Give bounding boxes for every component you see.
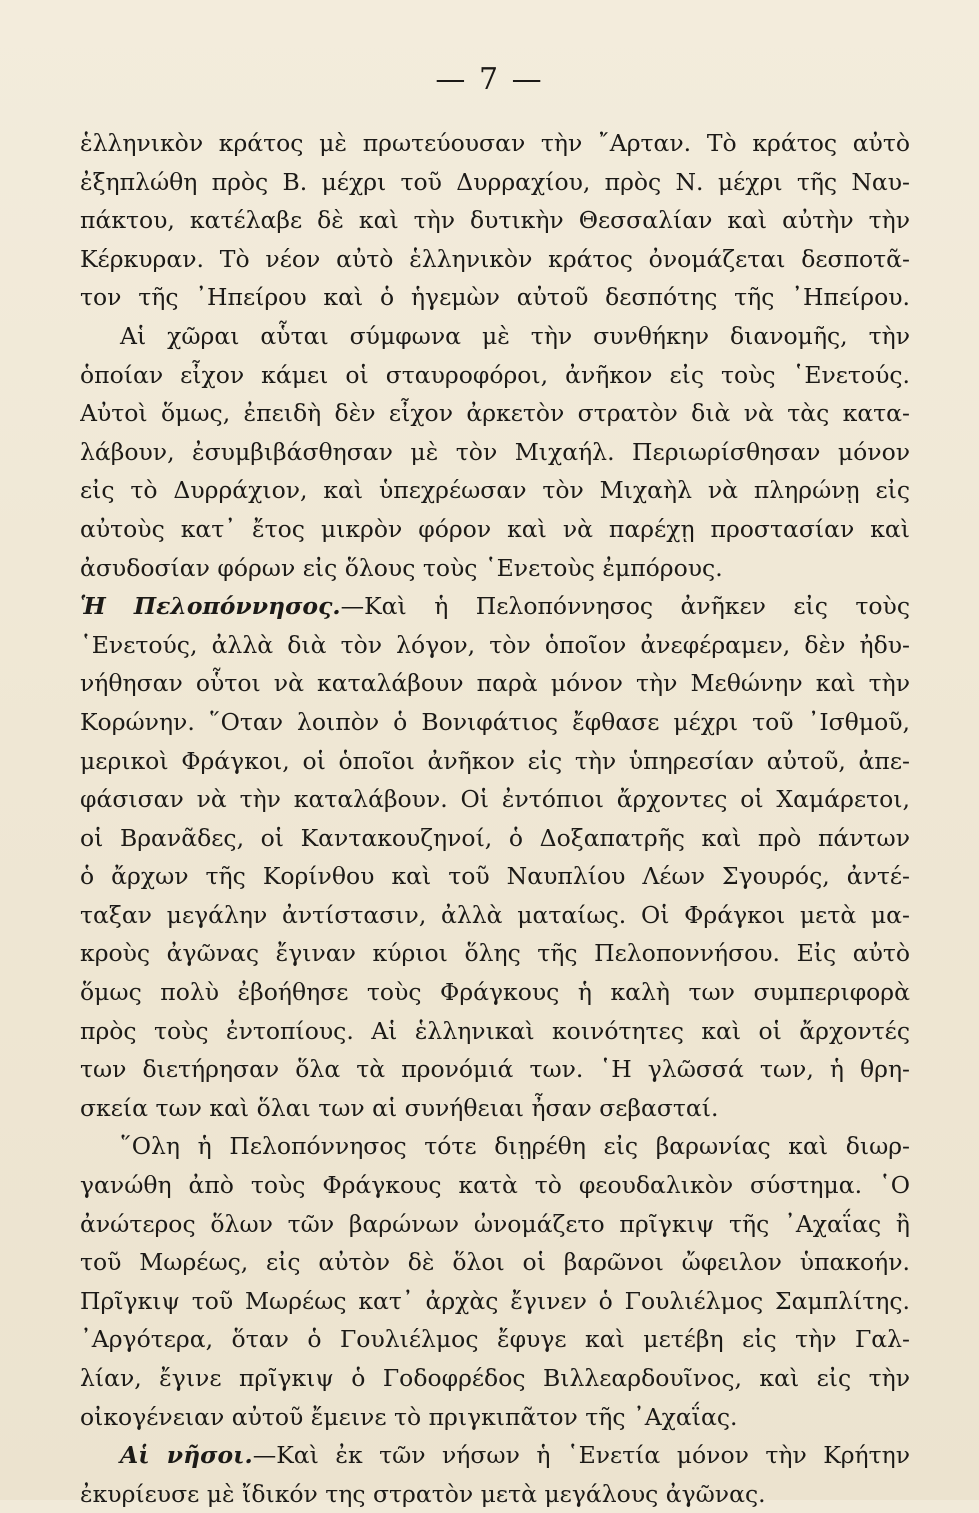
text-line: Αὐτοὶ ὅμως, ἐπειδὴ δὲν εἶχον ἀρκετὸν στρατὸν διὰ νὰ τὰς κατα- — [80, 399, 910, 428]
text-line: ἀσυδοσίαν φόρων εἰς ὅλους τοὺς ῾Ενετοὺς ἐμπόρους. — [80, 553, 723, 582]
text-line-with-heading — [80, 587, 910, 626]
text-line: Πρῖγκιψ τοῦ Μωρέως κατ᾿ ἀρχὰς ἔγινεν ὁ Γουλιέλμος Σαμπλίτης. — [80, 1286, 910, 1315]
text-line: ἑλληνικὸν κράτος μὲ πρωτεύουσαν τὴν ῎Αρταν. Τὸ κράτος αὐτὸ — [80, 129, 910, 157]
body-text — [80, 124, 910, 1513]
section-heading-islands: Αἱ νῆσοι. — [120, 1441, 253, 1470]
text-line: γανώθη ἀπὸ τοὺς Φράγκους κατὰ τὸ φεουδαλικὸν σύστημα. ῾Ο — [80, 1171, 910, 1200]
text-line: ὅμως πολὺ ἐβοήθησε τοὺς Φράγκους ἡ καλὴ των συμπεριφορὰ — [80, 978, 910, 1007]
text-line: νήθησαν οὗτοι νὰ καταλάβουν παρὰ μόνον τὴν Μεθώνην καὶ τὴν — [80, 669, 910, 698]
text-line: ᾿Αργότερα, ὅταν ὁ Γουλιέλμος ἔφυγε καὶ μετέβη εἰς τὴν Γαλ- — [80, 1325, 910, 1354]
text-fragment: —Καὶ ἐκ τῶν νήσων ἡ ῾Ενετία μόνον τὴν Κρήτην — [252, 1441, 910, 1470]
text-line: Κορώνην. ῞Οταν λοιπὸν ὁ Βονιφάτιος ἔφθασε μέχρι τοῦ ᾿Ισθμοῦ, — [80, 707, 910, 736]
text-line: εἰς τὸ Δυρράχιον, καὶ ὑπεχρέωσαν τὸν Μιχαὴλ νὰ πληρώνῃ εἰς — [80, 476, 910, 505]
text-line: αὐτοὺς κατ᾿ ἔτος μικρὸν φόρον καὶ νὰ παρέχῃ προστασίαν καὶ — [80, 514, 910, 543]
text-line: μερικοὶ Φράγκοι, οἱ ὁποῖοι ἀνῆκον εἰς τὴν ὑπηρεσίαν αὐτοῦ, ἀπε- — [80, 746, 910, 775]
text-line: οἰκογένειαν αὐτοῦ ἔμεινε τὸ πριγκιπᾶτον τῆς ᾿Αχαΐας. — [80, 1402, 738, 1431]
text-line: των διετήρησαν ὅλα τὰ προνόμιά των. ῾Η γλῶσσά των, ἡ θρη- — [80, 1055, 910, 1084]
text-line: τοῦ Μωρέως, εἰς αὐτὸν δὲ ὅλοι οἱ βαρῶνοι ὤφειλον ὑπακοήν. — [80, 1248, 910, 1277]
text-line: ὁποίαν εἶχον κάμει οἱ σταυροφόροι, ἀνῆκον εἰς τοὺς ῾Ενετούς. — [80, 360, 910, 389]
text-line: ἀνώτερος ὅλων τῶν βαρώνων ὠνομάζετο πρῖγκιψ τῆς ᾿Αχαΐας ἢ — [80, 1209, 910, 1238]
text-line: Αἱ χῶραι αὗται σύμφωνα μὲ τὴν συνθήκην διανομῆς, τὴν — [120, 321, 910, 350]
text-line: σκεία των καὶ ὅλαι των αἱ συνήθειαι ἦσαν σεβασταί. — [80, 1093, 719, 1122]
text-line: ῾Ενετούς, ἀλλὰ διὰ τὸν λόγον, τὸν ὁποῖον ἀνεφέραμεν, δὲν ἠδυ- — [80, 630, 910, 659]
page-number: — 7 — — [435, 62, 544, 97]
text-line: κροὺς ἀγῶνας ἔγιναν κύριοι ὅλης τῆς Πελοποννήσου. Εἰς αὐτὸ — [80, 939, 910, 968]
text-line: ῞Ολη ἡ Πελοπόννησος τότε διῃρέθη εἰς βαρωνίας καὶ διωρ- — [120, 1132, 910, 1161]
text-line: φάσισαν νὰ τὴν καταλάβουν. Οἱ ἐντόπιοι ἄρχοντες οἱ Χαμάρετοι, — [80, 785, 910, 814]
text-line: ἐκυρίευσε μὲ ἴδικόν της στρατὸν μετὰ μεγάλους ἀγῶνας. — [80, 1479, 766, 1508]
text-line: τον τῆς ᾿Ηπείρου καὶ ὁ ἡγεμὼν αὐτοῦ δεσπότης τῆς ᾿Ηπείρου. — [80, 283, 910, 312]
text-line: ταξαν μεγάλην ἀντίστασιν, ἀλλὰ ματαίως. Οἱ Φράγκοι μετὰ μα- — [80, 900, 910, 929]
text-line: λίαν, ἔγινε πρῖγκιψ ὁ Γοδοφρέδος Βιλλεαρδουῖνος, καὶ εἰς τὴν — [80, 1364, 910, 1392]
text-line-with-heading — [80, 1436, 910, 1475]
text-line: οἱ Βρανᾶδες, οἱ Καντακουζηνοί, ὁ Δοξαπατρῆς καὶ πρὸ πάντων — [80, 823, 910, 852]
text-line: λάβουν, ἐσυμβιβάσθησαν μὲ τὸν Μιχαήλ. Περιωρίσθησαν μόνον — [80, 437, 910, 466]
text-line: ἐξηπλώθη πρὸς Β. μέχρι τοῦ Δυρραχίου, πρὸς Ν. μέχρι τῆς Ναυ- — [80, 167, 910, 196]
text-line: ὁ ἄρχων τῆς Κορίνθου καὶ τοῦ Ναυπλίου Λέων Σγουρός, ἀντέ- — [80, 862, 910, 891]
section-heading-peloponnese: Ἡ Πελοπόννησος. — [80, 592, 341, 621]
text-line: Κέρκυραν. Τὸ νέον αὐτὸ ἑλληνικὸν κράτος ὀνομάζεται δεσποτᾶ- — [80, 244, 910, 273]
text-fragment: —Καὶ ἡ Πελοπόννησος ἀνῆκεν εἰς τοὺς — [340, 592, 910, 621]
text-line: πρὸς τοὺς ἐντοπίους. Αἱ ἑλληνικαὶ κοινότητες καὶ οἱ ἄρχοντές — [80, 1016, 910, 1045]
text-line: πάκτου, κατέλαβε δὲ καὶ τὴν δυτικὴν Θεσσαλίαν καὶ αὐτὴν τὴν — [80, 206, 910, 235]
